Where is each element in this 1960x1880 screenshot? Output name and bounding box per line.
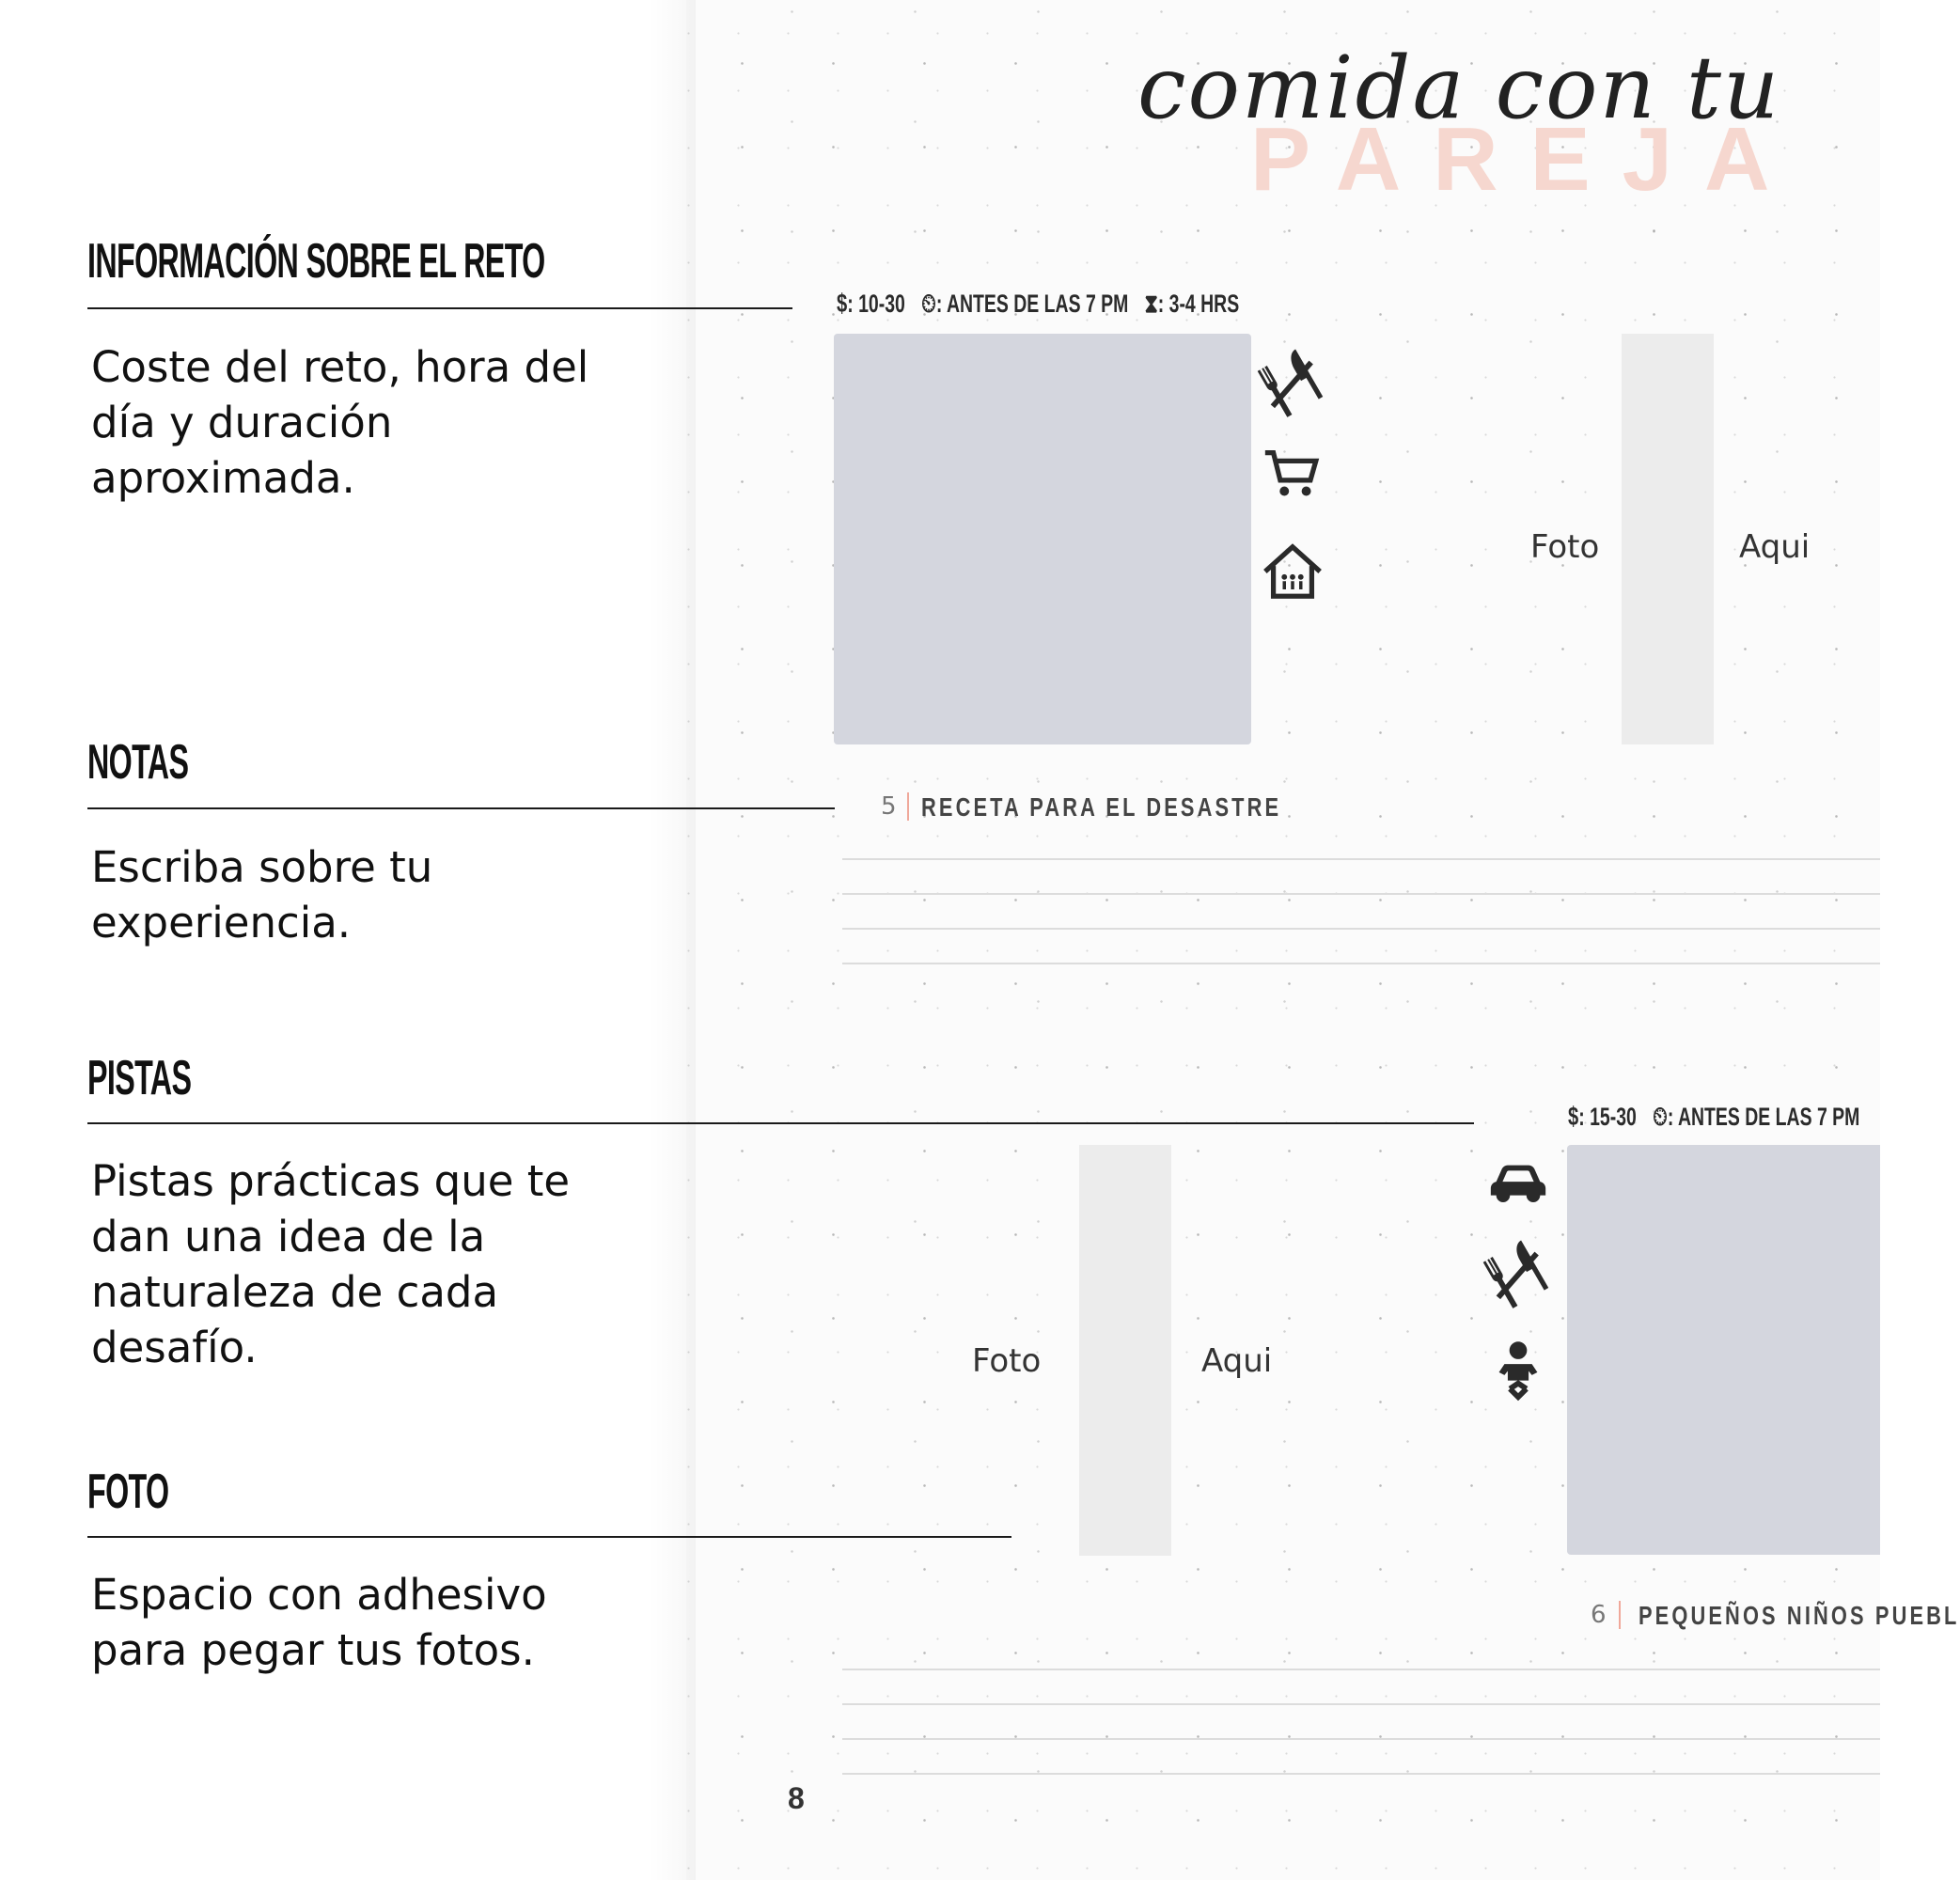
cost-value: : 15-30 bbox=[1578, 1103, 1637, 1131]
dollar-icon: $ bbox=[1568, 1102, 1579, 1131]
photo-placeholder-label: Foto bbox=[972, 1342, 1042, 1380]
dollar-icon: $ bbox=[837, 289, 848, 318]
page-number: 8 bbox=[788, 1781, 805, 1815]
car-icon bbox=[1485, 1152, 1551, 1217]
hourglass-icon: ⧗ bbox=[1144, 289, 1158, 318]
clock-icon: ⏲ bbox=[1653, 1102, 1668, 1131]
note-line bbox=[842, 928, 1880, 930]
book-title-accent: PAREJA bbox=[1250, 109, 1802, 210]
note-line bbox=[842, 1738, 1880, 1740]
photo-sticker-strip bbox=[1079, 1145, 1171, 1556]
clock-icon: ⏲ bbox=[921, 289, 936, 318]
challenge-title: PEQUEÑOS NIÑOS PUEBL bbox=[1639, 1601, 1960, 1630]
house-family-icon bbox=[1260, 539, 1325, 604]
challenge-info-bar bbox=[1568, 1102, 1859, 1133]
challenge-number-divider bbox=[1619, 1601, 1621, 1629]
note-line bbox=[842, 963, 1880, 964]
challenge-number-divider bbox=[907, 792, 909, 821]
note-line bbox=[842, 1668, 1880, 1670]
divider-informacion bbox=[87, 307, 792, 309]
heading-pistas: PISTAS bbox=[87, 1051, 192, 1105]
time-value: : ANTES DE LAS 7 PM bbox=[1667, 1103, 1860, 1131]
challenge-image bbox=[1567, 1145, 1880, 1555]
note-line bbox=[842, 858, 1880, 860]
photo-sticker-strip bbox=[1622, 334, 1714, 744]
note-line bbox=[842, 1773, 1880, 1775]
photo-placeholder-label: Aqui bbox=[1739, 528, 1811, 566]
challenge-info-bar bbox=[837, 289, 1239, 320]
book-title-script: comida con tu bbox=[1137, 38, 1781, 138]
description-notas: Escriba sobre tu experiencia. bbox=[91, 842, 433, 948]
divider-pistas bbox=[87, 1122, 1474, 1124]
challenge-image bbox=[834, 334, 1251, 744]
time-value: : ANTES DE LAS 7 PM bbox=[935, 290, 1129, 318]
photo-placeholder-label: Aqui bbox=[1201, 1342, 1273, 1380]
note-line bbox=[842, 1703, 1880, 1705]
utensils-icon bbox=[1485, 1241, 1551, 1307]
description-informacion: Coste del reto, hora del día y duración aproximada. bbox=[91, 342, 589, 503]
heading-foto: FOTO bbox=[87, 1465, 169, 1519]
challenge-number: 6 bbox=[1591, 1601, 1607, 1629]
challenge-number: 5 bbox=[881, 792, 897, 821]
cost-value: : 10-30 bbox=[847, 290, 905, 318]
page-gutter-shadow bbox=[649, 0, 696, 1880]
heading-notas: NOTAS bbox=[87, 735, 189, 790]
description-pistas: Pistas prácticas que te dan una idea de la naturaleza de cada desafío. bbox=[91, 1156, 571, 1372]
page-background bbox=[686, 0, 1880, 1880]
baby-icon bbox=[1485, 1337, 1551, 1402]
photo-placeholder-label: Foto bbox=[1530, 528, 1600, 566]
utensils-icon bbox=[1260, 350, 1325, 415]
description-foto: Espacio con adhesivo para pegar tus fotos. bbox=[91, 1570, 547, 1675]
divider-foto bbox=[87, 1536, 1011, 1538]
divider-notas bbox=[87, 807, 835, 809]
shopping-cart-icon bbox=[1260, 442, 1325, 508]
note-line bbox=[842, 893, 1880, 895]
heading-informacion: INFORMACIÓN SOBRE EL RETO bbox=[87, 234, 545, 289]
duration-value: : 3-4 HRS bbox=[1157, 290, 1240, 318]
challenge-title: RECETA PARA EL DESASTRE bbox=[921, 792, 1282, 822]
